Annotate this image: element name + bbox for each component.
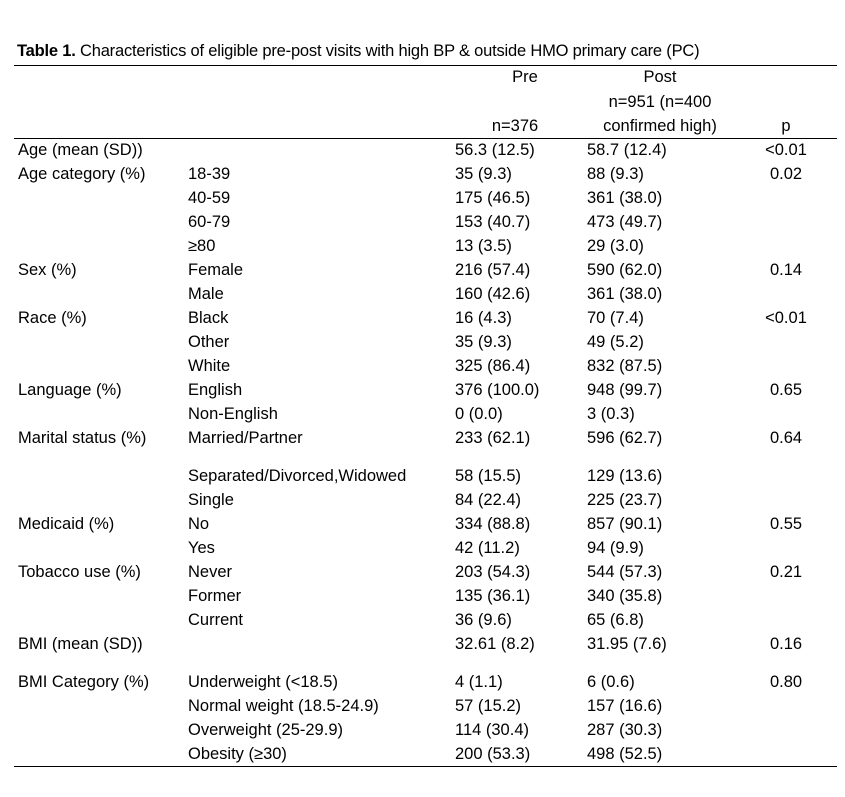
- cell-pre: 334 (88.8): [455, 515, 531, 533]
- cell-post: 94 (9.9): [587, 539, 644, 557]
- row-category: Male: [188, 285, 224, 303]
- row-category: Non-English: [188, 405, 278, 423]
- cell-pre: 35 (9.3): [455, 165, 512, 183]
- cell-post: 70 (7.4): [587, 309, 644, 327]
- cell-p: 0.02: [769, 165, 803, 183]
- cell-p: 0.65: [769, 381, 803, 399]
- cell-pre: 153 (40.7): [455, 213, 531, 231]
- cell-post: 3 (0.3): [587, 405, 635, 423]
- cell-pre: 114 (30.4): [455, 721, 529, 739]
- cell-p: <0.01: [765, 309, 807, 327]
- cell-pre: 13 (3.5): [455, 237, 512, 255]
- row-category: No: [188, 515, 210, 533]
- row-variable: BMI Category (%): [18, 673, 150, 691]
- row-category: Married/Partner: [188, 429, 303, 447]
- cell-pre: 16 (4.3): [455, 309, 512, 327]
- header-pre: Pre: [512, 68, 538, 86]
- cell-p: 0.21: [769, 563, 803, 581]
- cell-post: 590 (62.0): [587, 261, 663, 279]
- cell-post: 129 (13.6): [587, 467, 663, 485]
- row-category: 18-39: [188, 165, 231, 183]
- row-category: Normal weight (18.5-24.9): [188, 697, 379, 715]
- cell-post: 596 (62.7): [587, 429, 663, 447]
- cell-pre: 175 (46.5): [455, 189, 531, 207]
- cell-post: 58.7 (12.4): [587, 141, 667, 159]
- cell-pre: 56.3 (12.5): [455, 141, 535, 159]
- cell-pre: 57 (15.2): [455, 697, 522, 715]
- cell-post: 225 (23.7): [587, 491, 663, 509]
- row-variable: Age category (%): [18, 165, 146, 183]
- cell-p: 0.14: [769, 261, 803, 279]
- row-category: Never: [188, 563, 233, 581]
- cell-post: 88 (9.3): [587, 165, 644, 183]
- row-variable: Language (%): [18, 381, 122, 399]
- cell-post: 832 (87.5): [587, 357, 663, 375]
- cell-post: 49 (5.2): [587, 333, 644, 351]
- table-caption: [17, 42, 699, 61]
- row-variable: BMI (mean (SD)): [18, 635, 143, 653]
- cell-post: 157 (16.6): [587, 697, 663, 715]
- row-category: Black: [188, 309, 229, 327]
- cell-post: 361 (38.0): [587, 285, 663, 303]
- row-variable: Age (mean (SD)): [18, 141, 143, 159]
- cell-pre: 233 (62.1): [455, 429, 531, 447]
- row-category: 40-59: [188, 189, 231, 207]
- header-pre-n: n=376: [491, 117, 539, 135]
- row-category: Single: [188, 491, 234, 509]
- row-category: Yes: [188, 539, 215, 557]
- row-category: White: [188, 357, 231, 375]
- cell-post: 857 (90.1): [587, 515, 663, 533]
- cell-post: 287 (30.3): [587, 721, 663, 739]
- cell-pre: 84 (22.4): [455, 491, 522, 509]
- header-post-n-line2: confirmed high): [603, 117, 717, 135]
- cell-post: 361 (38.0): [587, 189, 663, 207]
- row-variable: Race (%): [18, 309, 87, 327]
- cell-post: 6 (0.6): [587, 673, 635, 691]
- cell-pre: 4 (1.1): [455, 673, 503, 691]
- cell-p: 0.55: [769, 515, 803, 533]
- cell-p: 0.64: [769, 429, 803, 447]
- cell-post: 31.95 (7.6): [587, 635, 667, 653]
- row-category: Female: [188, 261, 244, 279]
- cell-p: 0.80: [769, 673, 803, 691]
- header-p: p: [781, 117, 791, 135]
- row-variable: Medicaid (%): [18, 515, 115, 533]
- cell-pre: 42 (11.2): [455, 539, 520, 557]
- header-post: Post: [643, 68, 677, 86]
- cell-pre: 203 (54.3): [455, 563, 531, 581]
- cell-post: 498 (52.5): [587, 745, 663, 763]
- cell-pre: 35 (9.3): [455, 333, 512, 351]
- row-category: ≥80: [188, 237, 216, 255]
- cell-p: 0.16: [769, 635, 803, 653]
- table-caption-label: Table 1.: [17, 42, 76, 60]
- row-variable: Sex (%): [18, 261, 77, 279]
- cell-p: <0.01: [765, 141, 807, 159]
- cell-pre: 376 (100.0): [455, 381, 540, 399]
- cell-post: 544 (57.3): [587, 563, 663, 581]
- cell-pre: 325 (86.4): [455, 357, 531, 375]
- table-caption-text: Characteristics of eligible pre-post visits with high BP & outside HMO primary care (PC): [75, 42, 700, 60]
- cell-pre: 32.61 (8.2): [455, 635, 535, 653]
- row-variable: Tobacco use (%): [18, 563, 141, 581]
- cell-post: 948 (99.7): [587, 381, 663, 399]
- cell-pre: 135 (36.1): [455, 587, 531, 605]
- row-category: Overweight (25-29.9): [188, 721, 343, 739]
- row-category: Current: [188, 611, 244, 629]
- top-rule: [14, 65, 837, 66]
- row-category: Underweight (<18.5): [188, 673, 338, 691]
- row-category: 60-79: [188, 213, 231, 231]
- cell-pre: 216 (57.4): [455, 261, 531, 279]
- row-category: Other: [188, 333, 230, 351]
- row-category: Obesity (≥30): [188, 745, 287, 763]
- row-category: Separated/Divorced,Widowed: [188, 467, 407, 485]
- cell-pre: 160 (42.6): [455, 285, 531, 303]
- bottom-rule: [14, 766, 837, 767]
- cell-pre: 36 (9.6): [455, 611, 512, 629]
- cell-post: 29 (3.0): [587, 237, 644, 255]
- cell-post: 340 (35.8): [587, 587, 663, 605]
- header-rule: [14, 138, 837, 139]
- cell-post: 65 (6.8): [587, 611, 644, 629]
- row-variable: Marital status (%): [18, 429, 147, 447]
- row-category: English: [188, 381, 243, 399]
- row-category: Former: [188, 587, 242, 605]
- cell-pre: 200 (53.3): [455, 745, 531, 763]
- cell-post: 473 (49.7): [587, 213, 663, 231]
- cell-pre: 58 (15.5): [455, 467, 522, 485]
- cell-pre: 0 (0.0): [455, 405, 503, 423]
- header-post-n-line1: n=951 (n=400: [608, 93, 712, 111]
